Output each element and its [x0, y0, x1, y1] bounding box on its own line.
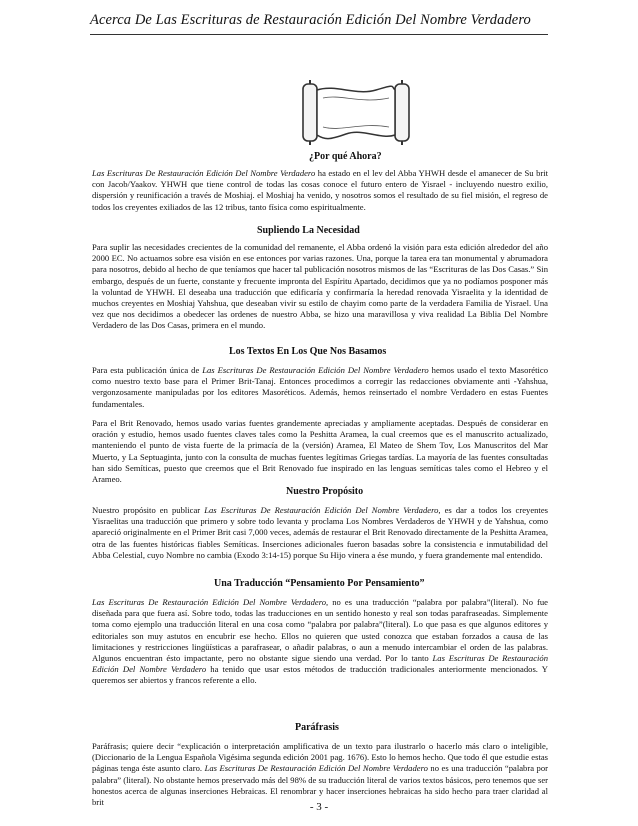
page-number: - 3 - — [309, 801, 329, 813]
header-divider — [90, 34, 548, 35]
section-heading-por-que-ahora: ¿Por qué Ahora? — [309, 151, 382, 162]
book-title-italic: Las Escrituras De Restauración Edición Del Nombre Verdadero — [204, 763, 428, 774]
paragraph-nuestro-proposito: Nuestro propósito en publicar Las Escrituras De Restauración Edición Del Nombre Verdadero, es dar a todos los creyentes Yisraelitas una traducción que primero y sobre todo levanta y proclama Los Nombres Verdaderos de YHWH y de Yahshua, como apareció originalmente en el Primer Brit casi 7,000 veces, además de restaurar el Brit Renovado directamente de la Peshitta Aramea, otra de las fuentes históricas fiables Semíticas. Inserciones adicionales fueron basadas sobre la consistencia e inmutabilidad del Abba Celestial, cuyo Nombre no cambia (Exodo 3:14-15) porque Su Hijo vinera a ése mundo, y fuera grandemente mal entendido. — [92, 505, 548, 560]
book-title-italic: Las Escrituras De Restauración Edición Del Nombre Verdadero — [92, 653, 548, 675]
book-title-italic: Las Escrituras De Restauración Edición Del Nombre Verdadero — [92, 597, 327, 607]
book-title-italic: Las Escrituras De Restauración Edición Del Nombre Verdadero — [202, 365, 429, 375]
section-heading-textos-base: Los Textos En Los Que Nos Basamos — [229, 346, 387, 357]
torah-scroll-icon — [301, 80, 411, 145]
section-heading-nuestro-proposito: Nuestro Propósito — [286, 486, 364, 497]
book-title-italic: Las Escrituras De Restauración Edición Del Nombre Verdadero — [204, 505, 439, 515]
paragraph-textos-base-1: Para esta publicación única de Las Escrituras De Restauración Edición Del Nombre Verdadero hemos usado el texto Masorético como nuestro texto base para el Primer Brit-Tanaj. Entonces procedimos a corregir las redacciones obviamente anti -Yahshua, vergonzosamente manipuladas por los editores Masoréticos. Además, hemos reinsertado el nombre Verdadero en estas Fuentes fundamentales. — [92, 365, 549, 409]
book-title-italic: Las Escrituras De Restauración Edición Del Nombre Verdadero — [92, 168, 316, 178]
paragraph-supliendo-la-necesidad: Para suplir las necesidades crecientes de la comunidad del remanente, el Abba ordenó la visión para esta edición alrededor del año 2000 EC. No actuamos sobre esa visión en ese entonces por varias razones. Una, porque la tarea era tan monumental y abrumadora para nosotros, debido al hecho de que teníamos que hacer tal publicación nosotros mismos de las “Escrituras de las Dos Casas.” Sin embargo, después de un fuerte, constante y frecuente impronta del Espíritu Apartado, decidimos que ya no podíamos posponer más la voluntad de YHWH. El deseaba una traducción que edificaría y confirmaría la heredad renovada Yisraelita y la identidad de muchos creyentes en Moshiaj Yahshua, que deseaban vivir su estilo de chayim como parte de la verdadera Familia de Yisrael. Una vez que nos decidimos a obedecer las ordenes de nuestro Abba, se hizo una maravillosa y viva realidad La Biblia Del Nombre Verdadero de las Dos Casas, primera en el mundo. — [92, 242, 548, 331]
section-heading-traduccion-pensamiento: Una Traducción “Pensamiento Por Pensamiento” — [214, 578, 425, 589]
paragraph-textos-base-2: Para el Brit Renovado, hemos usado varias fuentes grandemente apreciadas y ampliamente aceptadas. Después de considerar en oración y estudio, hemos usado fuentes claves tales como la Peshitta Aramea, la cual creemos que es el manuscrito actualizado, manteniendo el punto de vista fuerte de la primacía de la (versión) Aramea, El Mateo de Shem Tov, Los Manuscritos del Mar Muerto, y La Septuaginta, junto con la consulta de muchas fuentes legítimas Griegas tardías. La mayoría de las fuentes consultadas han sido Semíticas, puesto que creemos que el Brit Renovado fue inspirado en las lenguas semíticas tales como el Hebreo y el Arameo. — [92, 418, 548, 485]
running-header-title: Acerca De Las Escrituras de Restauración Edición Del Nombre Verdadero — [90, 12, 531, 28]
section-heading-supliendo-la-necesidad: Supliendo La Necesidad — [257, 225, 360, 236]
paragraph-traduccion-pensamiento: Las Escrituras De Restauración Edición Del Nombre Verdadero, no es una traducción “palabra por palabra”(literal). No fue diseñada para que fuera así. Sobre todo, todas las traducciones en un sentido honesto y real son todas parafraseadas. Simplemente toma como ejemplo una traducción literal en una cosa como “palabra por palabra”(literal). Lo que pasa es que algunos editores y editoriales son muy astutos en encubrir ese hecho. Ellos no quieren que usted conozca que estaban forzados a causa de las limitaciones y restricciones lingüísticas a parafrasear, o añadir palabras, o aun a menudo intercambiar el orden de las palabras. Algunos encuentran ésto impactante, pero no obstante sigue siendo una verdad. Por lo tanto Las Escrituras De Restauración Edición Del Nombre Verdadero ha tenido que usar estos métodos de traducción tradicionales anteriormente mencionados. Y queremos ser abiertos y francos referente a ello. — [92, 597, 548, 686]
paragraph-parafrasis: Paráfrasis; quiere decir “explicación o interpretación amplificativa de un texto para ilustrarlo o hacerlo más claro o inteligible, (Diccionario de la Lengua Española Vigésima segunda edición 2001 pag. 1676). Esto lo hemos hecho. Que todo él que estudie estas páginas tenga éste asunto claro. Las Escrituras De Restauración Edición Del Nombre Verdadero no es una traducción “palabra por palabra” (literal). No obstante hemos preservado más del 98% de su traducción literal de varios textos básicos, pero tenemos que ser honestos acerca de algunas inserciones Hebraicas. El renombrar y hacer inserciones hebraicas ha sido hecho para traer claridad al brit — [92, 741, 548, 808]
paragraph-por-que-ahora: Las Escrituras De Restauración Edición Del Nombre Verdadero ha estado en el lev del Abba YHWH desde el amanecer de Su brit con Jacob/Yaakov. YHWH que tiene control de todas las cosas conoce el futuro entero de Yisrael - incluyendo nuestro exilio, dispersión y reunificación a través de Moshiaj. el Moshiaj ha venido, y nosotros somos el resultado de su fiel misión, el regreso de todos los creyentes exiliados de las 12 tribus, tanto física como espiritualmente. — [92, 168, 549, 212]
section-heading-parafrasis: Paráfrasis — [295, 722, 339, 733]
